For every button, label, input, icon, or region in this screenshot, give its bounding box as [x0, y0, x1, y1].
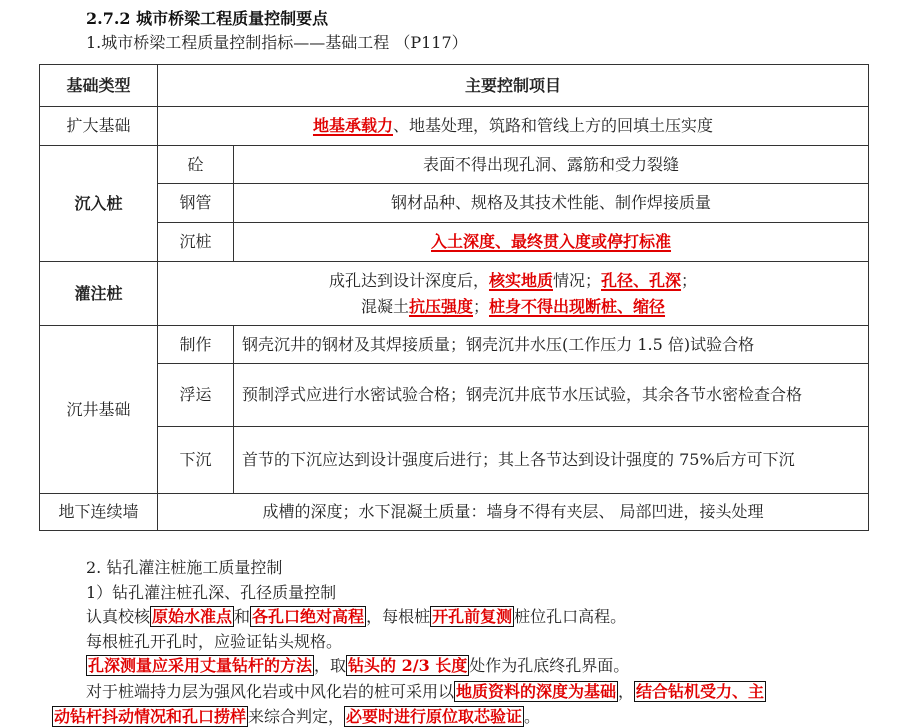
boxed-emphasis: 地质资料的深度为基础: [456, 682, 617, 701]
type-chenru: 沉入桩: [40, 146, 158, 262]
chenjing-text: 钢壳沉井的钢材及其焊接质量；钢壳沉井水压(工作压力 1.5 倍)试验合格: [234, 326, 869, 364]
boxed-emphasis: 结合钻机受力、主: [636, 682, 765, 701]
red-emphasis: 入土深度、最终贯入度或停打标准: [431, 232, 672, 251]
type-guanzhu: 灌注桩: [40, 262, 158, 326]
text: ；: [681, 270, 698, 290]
boxed-emphasis: 孔深测量应采用丈量钻杆的方法: [88, 656, 313, 675]
type-kuoda: 扩大基础: [40, 107, 158, 146]
table-row: [40, 146, 869, 184]
text: 处作为孔底终孔界面。: [469, 656, 630, 675]
chenru-sub: 沉桩: [158, 223, 234, 262]
section2-title: 2. 钻孔灌注桩施工质量控制: [86, 558, 283, 577]
dixia-content: 成槽的深度；水下混凝土质量：墙身不得有夹层、 局部凹进，接头处理: [158, 494, 869, 531]
text: 成孔达到设计深度后，: [328, 270, 489, 290]
chenru-sub: 砼: [158, 146, 234, 184]
boxed-emphasis: 各孔口绝对高程: [252, 607, 365, 626]
text: ，取: [314, 656, 347, 675]
paragraph-3: [86, 653, 629, 676]
chenru-text: [234, 223, 869, 262]
table-caption: 1.城市桥梁工程质量控制指标——基础工程 （P117）: [86, 33, 468, 52]
paragraph-2: 每根桩孔开孔时，应验证钻头规格。: [86, 632, 343, 651]
red-emphasis: 孔径、孔深: [601, 270, 682, 290]
boxed-emphasis: 开孔前复测: [432, 607, 513, 626]
quality-control-table: [39, 64, 869, 531]
guanzhu-content: [158, 262, 869, 326]
paragraph-5: [52, 704, 540, 727]
table-row: [40, 184, 869, 223]
kuoda-rest: 、地基处理，筑路和管线上方的回填土压实度: [393, 116, 714, 135]
paragraph-1: [86, 604, 626, 627]
text: 混凝土: [360, 296, 409, 316]
table-row: [40, 427, 869, 494]
guanzhu-line1: [166, 268, 860, 294]
header-control-items: 主要控制项目: [158, 65, 869, 107]
table-header-row: [40, 65, 869, 107]
red-emphasis: 核实地质: [488, 270, 553, 290]
chenjing-sub: 浮运: [158, 364, 234, 427]
red-emphasis: 桩身不得出现断桩、缩径: [489, 296, 666, 316]
text: 来综合判定，: [248, 707, 345, 726]
chenru-text: 表面不得出现孔洞、露筋和受力裂缝: [234, 146, 869, 184]
chenjing-sub: 下沉: [158, 427, 234, 494]
guanzhu-line2: [166, 294, 860, 320]
header-foundation-type: 基础类型: [40, 65, 158, 107]
chenjing-sub: 制作: [158, 326, 234, 364]
table-row: [40, 107, 869, 146]
red-emphasis: 地基承载力: [312, 116, 393, 135]
text: 认真校核: [86, 607, 151, 626]
chenjing-text: 首节的下沉应达到设计强度后进行；其上各节达到设计强度的 75%后方可下沉: [234, 427, 869, 494]
table-row: [40, 364, 869, 427]
text: 情况；: [553, 270, 602, 290]
table-row: [40, 262, 869, 326]
text: ；: [473, 296, 490, 316]
text: 和: [234, 607, 251, 626]
table-row: [40, 326, 869, 364]
boxed-emphasis: 动钻杆抖动情况和孔口捞样: [54, 707, 247, 726]
kuoda-content: [158, 107, 869, 146]
boxed-emphasis: 必要时进行原位取芯验证: [346, 707, 523, 726]
table-row: [40, 223, 869, 262]
text: 对于桩端持力层为强风化岩或中风化岩的桩可采用以: [86, 682, 455, 701]
red-emphasis: 抗压强度: [408, 296, 473, 316]
chenjing-text: 预制浮式应进行水密试验合格；钢壳沉井底节水压试验，其余各节水密检查合格: [234, 364, 869, 427]
text: ，每根桩: [366, 607, 431, 626]
text: 。: [524, 707, 541, 726]
paragraph-4: [86, 679, 766, 702]
text: 桩位孔口高程。: [514, 607, 627, 626]
section2-subtitle: 1）钻孔灌注桩孔深、孔径质量控制: [86, 583, 337, 602]
table-row: [40, 494, 869, 531]
boxed-emphasis: 钻头的 2/3 长度: [348, 656, 468, 675]
boxed-emphasis: 原始水准点: [152, 607, 233, 626]
section-heading: 2.7.2 城市桥梁工程质量控制要点: [86, 9, 329, 28]
text: ，: [618, 682, 635, 701]
type-chenjing: 沉井基础: [40, 326, 158, 494]
chenru-sub: 钢管: [158, 184, 234, 223]
chenru-text: 钢材品种、规格及其技术性能、制作焊接质量: [234, 184, 869, 223]
type-dixia: 地下连续墙: [40, 494, 158, 531]
